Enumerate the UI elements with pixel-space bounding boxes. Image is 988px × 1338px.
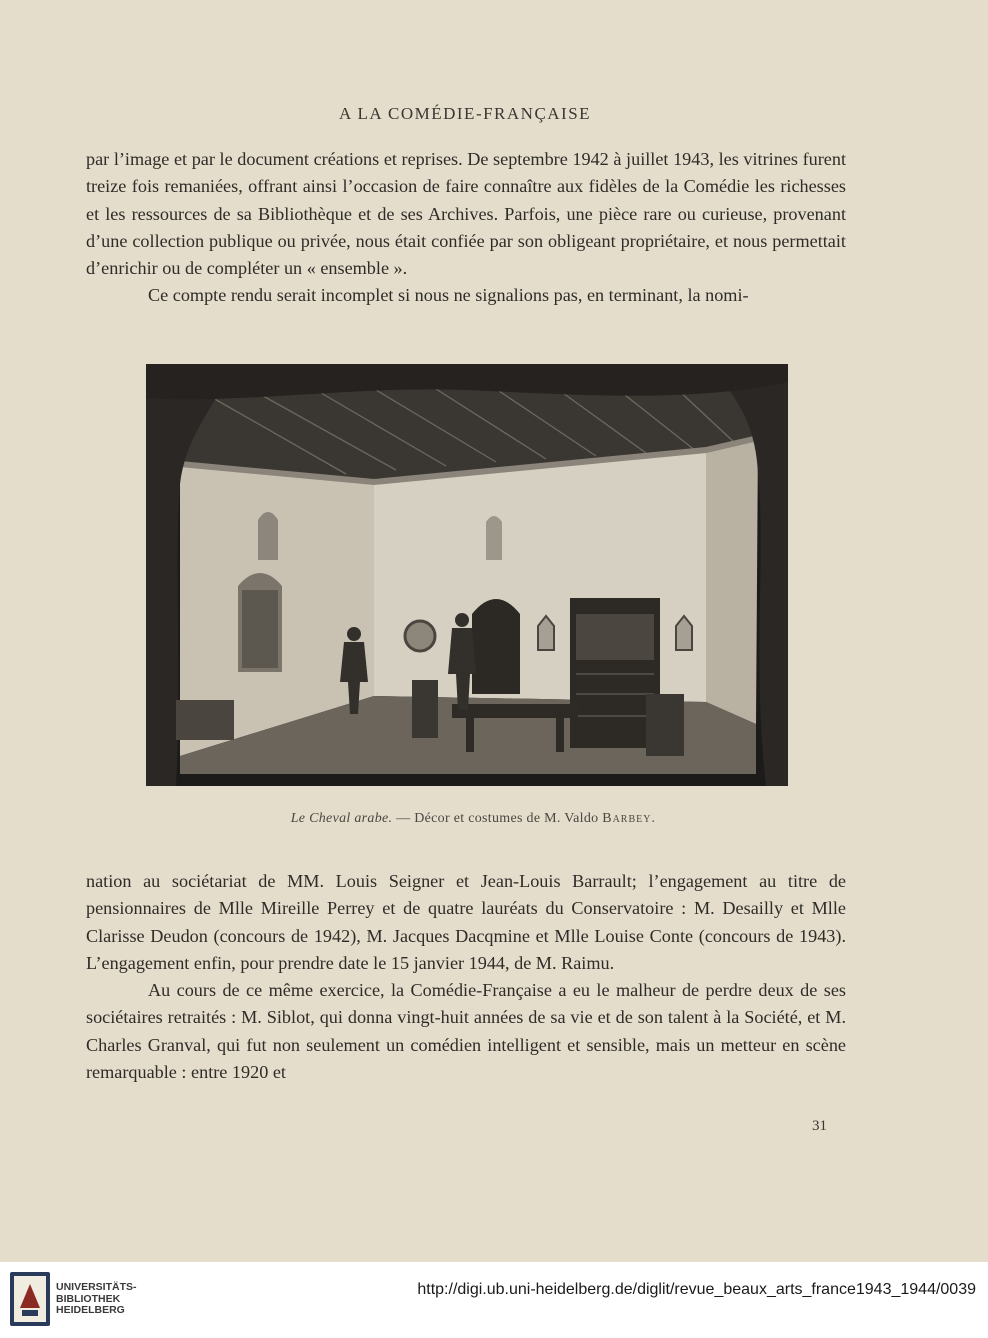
paragraph: Au cours de ce même exercice, la Comédie-Française a eu le malheur de perdre deux de ses sociétaires retraités : M. Siblot, qui donna vingt-huit années de sa vie et de son talent à la Société, et M. Charles Granval, qui fut non seulement un comédien intelligent et sensible, mais un metteur en scène remarquable : entre 1920 et bbox=[86, 980, 846, 1083]
body-text-top bbox=[86, 146, 846, 310]
running-head: A LA COMÉDIE-FRANÇAISE bbox=[338, 104, 592, 123]
university-library-seal-icon bbox=[8, 1270, 52, 1328]
stage-set-drawing bbox=[146, 364, 788, 786]
paragraph: Ce compte rendu serait incomplet si nous ne signalions pas, en terminant, la nomi- bbox=[148, 285, 749, 306]
body-text-bottom bbox=[86, 868, 846, 1086]
stage-set-illustration bbox=[146, 364, 788, 786]
caption-end: . bbox=[651, 811, 656, 826]
permalink[interactable]: http://digi.ub.uni-heidelberg.de/diglit/revue_beaux_arts_france1943_1944/0039 bbox=[417, 1281, 976, 1298]
caption-text: — Décor et costumes de M. Valdo bbox=[392, 811, 603, 826]
paragraph: nation au sociétariat de MM. Louis Seigner et Jean-Louis Barrault; l’engagement au titre de pensionnaires de Mlle Mireille Perrey et de quatre lauréats du Conservatoire : M. Desailly et Mlle Clarisse Deudon (concours de 1942), M. Jacques Dacqmine et Mlle Louise Conte (concours de 1943). L’engagement enfin, pour prendre date le 15 janvier 1944, de M. Raimu. bbox=[86, 871, 846, 973]
library-name-line: HEIDELBERG bbox=[56, 1304, 125, 1316]
library-name-line: BIBLIOTHEK bbox=[56, 1292, 121, 1305]
library-name-line: UNIVERSITÄTS- bbox=[56, 1281, 137, 1293]
caption-name: Barbey bbox=[602, 811, 652, 826]
figure-caption bbox=[0, 811, 946, 827]
caption-title: Le Cheval arabe. bbox=[290, 811, 393, 826]
page-number: 31 bbox=[812, 1118, 827, 1134]
paragraph: par l’image et par le document créations et reprises. De septembre 1942 à juillet 1943, les vitrines furent treize fois remaniées, offrant ainsi l’occasion de faire connaître aux fidèles de la Comédie les richesses et les ressources de sa Bibliothèque et de ses Archives. Parfois, une pièce rare ou curieuse, provenant d’une collection publique ou privée, nous était confiée par son obligeant propriétaire, et nous permettait d’enrichir ou de compléter un « ensemble ». bbox=[86, 149, 846, 279]
footer-bar bbox=[0, 1262, 988, 1338]
library-name bbox=[56, 1282, 176, 1317]
